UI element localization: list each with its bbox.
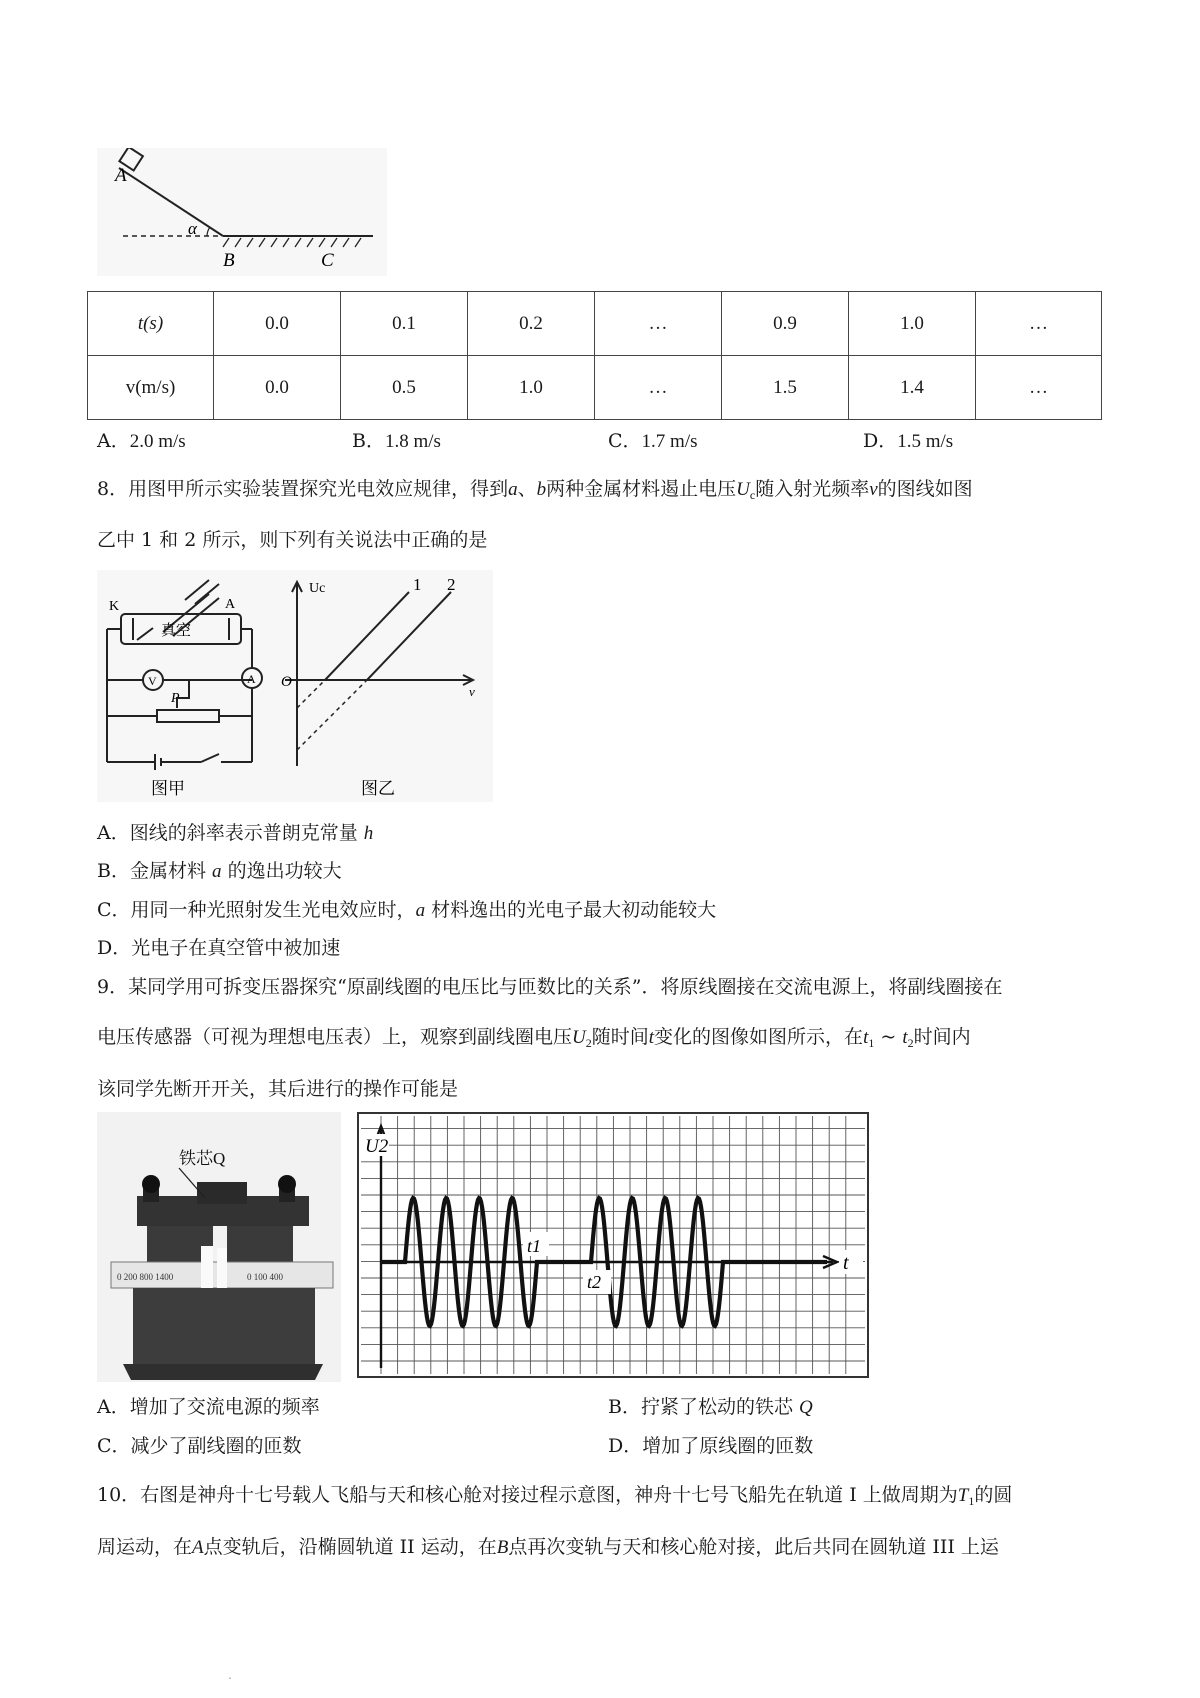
transformer-photo bbox=[97, 1112, 341, 1382]
q9-option-a: A．增加了交流电源的频率 bbox=[97, 1396, 320, 1418]
q9-stem-line2: 电压传感器（可视为理想电压表）上，观察到副线圈电压$U_2$随时间t变化的图像如图所示，在$t_1$ ~ $t_2$时间内 bbox=[97, 1026, 971, 1050]
wave-t2-label: t2 bbox=[587, 1272, 602, 1292]
svg-text:ν: ν bbox=[469, 684, 475, 699]
q7-option-a: A．2.0 m/s bbox=[97, 430, 186, 452]
table-cell: 0.0 bbox=[214, 292, 341, 356]
q7-option-c: C．1.7 m/s bbox=[608, 430, 698, 452]
svg-text:0 200 800 1400: 0 200 800 1400 bbox=[117, 1272, 174, 1282]
svg-text:铁芯Q: 铁芯Q bbox=[179, 1149, 226, 1168]
q8-option-c: C．用同一种光照射发生光电效应时，a 材料逸出的光电子最大初动能较大 bbox=[97, 899, 717, 921]
table-row-t bbox=[88, 292, 1102, 356]
label-C: C bbox=[321, 250, 334, 271]
q7-option-d: D．1.5 m/s bbox=[863, 430, 954, 452]
svg-text:图乙: 图乙 bbox=[361, 779, 395, 798]
q8-stem-line1: 8．用图甲所示实验装置探究光电效应规律，得到a、b两种金属材料遏止电压$U_c$随入射光频率ν的图线如图 bbox=[97, 478, 973, 502]
table-cell: … bbox=[976, 356, 1102, 420]
q9-stem-line1: 9．某同学用可拆变压器探究“原副线圈的电压比与匝数比的关系”．将原线圈接在交流电源上，将副线圈接在 bbox=[97, 976, 1003, 998]
table-cell: … bbox=[595, 292, 722, 356]
table-row-v bbox=[88, 356, 1102, 420]
svg-text:2: 2 bbox=[447, 575, 456, 594]
table-cell: … bbox=[595, 356, 722, 420]
table-header-v: v(m/s) bbox=[88, 356, 214, 420]
table-cell: 1.4 bbox=[849, 356, 976, 420]
q7-option-b: B．1.8 m/s bbox=[352, 430, 441, 452]
table-cell: 0.5 bbox=[341, 356, 468, 420]
table-cell: 1.5 bbox=[722, 356, 849, 420]
table-cell: 0.2 bbox=[468, 292, 595, 356]
q8-option-d: D．光电子在真空管中被加速 bbox=[97, 937, 341, 959]
data-table bbox=[87, 291, 1102, 420]
photoelectric-circuit-figure bbox=[97, 570, 273, 802]
svg-text:A: A bbox=[247, 672, 256, 686]
table-cell: 0.9 bbox=[722, 292, 849, 356]
svg-text:A: A bbox=[225, 597, 236, 612]
label-B: B bbox=[223, 250, 235, 271]
wave-ylabel: U2 bbox=[365, 1136, 389, 1157]
q10-stem-line1: 10．右图是神舟十七号载人飞船与天和核心舱对接过程示意图，神舟十七号飞船先在轨道 I 上做周期为$T_1$的圆 bbox=[97, 1484, 1013, 1508]
table-cell: … bbox=[976, 292, 1102, 356]
incline-figure bbox=[97, 148, 387, 276]
table-cell: 1.0 bbox=[849, 292, 976, 356]
label-A: A bbox=[115, 165, 127, 186]
uc-frequency-graph bbox=[273, 570, 493, 802]
svg-text:P: P bbox=[171, 691, 180, 706]
q9-stem-line3: 该同学先断开开关，其后进行的操作可能是 bbox=[97, 1078, 459, 1100]
q9-option-b: B．拧紧了松动的铁芯 Q bbox=[608, 1396, 813, 1418]
svg-text:0 100 400: 0 100 400 bbox=[247, 1272, 283, 1282]
wave-t1-label: t1 bbox=[527, 1236, 542, 1256]
svg-text:图甲: 图甲 bbox=[151, 779, 185, 798]
label-alpha: α bbox=[188, 219, 197, 238]
svg-text:真空: 真空 bbox=[161, 623, 192, 639]
svg-text:K: K bbox=[109, 599, 120, 614]
u2-time-waveform bbox=[357, 1112, 869, 1378]
table-cell: 0.1 bbox=[341, 292, 468, 356]
table-cell: 0.0 bbox=[214, 356, 341, 420]
svg-text:1: 1 bbox=[413, 575, 422, 594]
table-cell: 1.0 bbox=[468, 356, 595, 420]
wave-xlabel: t bbox=[843, 1252, 849, 1274]
table-header-t: t(s) bbox=[88, 292, 214, 356]
q8-stem-line2: 乙中 1 和 2 所示，则下列有关说法中正确的是 bbox=[97, 529, 488, 551]
q10-stem-line2: 周运动，在A点变轨后，沿椭圆轨道 II 运动，在B点再次变轨与天和核心舱对接，此后共同在圆轨道 III 上运 bbox=[97, 1536, 999, 1558]
svg-text:V: V bbox=[148, 674, 157, 688]
q9-option-c: C．减少了副线圈的匝数 bbox=[97, 1435, 302, 1457]
q8-option-a: A．图线的斜率表示普朗克常量 h bbox=[97, 822, 374, 844]
svg-text:Uc: Uc bbox=[309, 581, 326, 596]
q8-option-b: B．金属材料 a 的逸出功较大 bbox=[97, 860, 342, 882]
svg-text:O: O bbox=[281, 674, 292, 690]
footer-dot: . bbox=[228, 1668, 232, 1682]
q9-option-d: D．增加了原线圈的匝数 bbox=[608, 1435, 814, 1457]
